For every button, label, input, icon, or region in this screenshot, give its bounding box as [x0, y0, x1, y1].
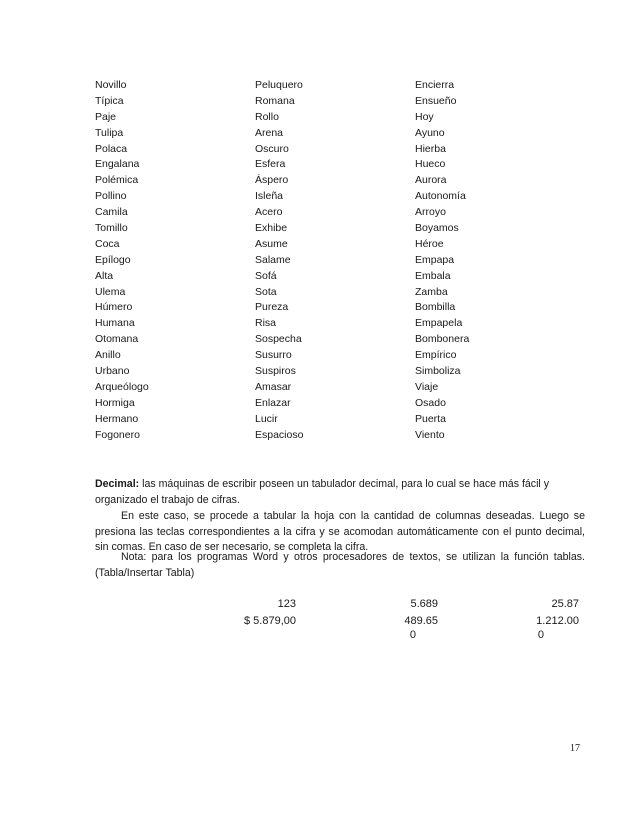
word-cell: Arqueólogo	[95, 380, 149, 393]
word-cell: Esfera	[255, 158, 286, 171]
word-row	[95, 110, 475, 126]
decimal-definition: las máquinas de escribir poseen un tabulador decimal, para lo cual se hace más fácil y organizado el trabajo de cifras.	[95, 478, 550, 506]
word-row	[95, 348, 475, 364]
decimal-term: Decimal:	[95, 478, 140, 490]
word-cell: Espacioso	[255, 428, 304, 441]
word-cell: Ensueño	[415, 94, 457, 107]
word-cell: Tulipa	[95, 126, 124, 139]
word-row	[95, 364, 475, 380]
word-cell: Hoy	[415, 110, 434, 123]
word-cell: Coca	[95, 237, 120, 250]
number-r3c2: 0	[409, 629, 416, 641]
word-cell: Ulema	[95, 285, 126, 298]
word-cell: Pollino	[95, 190, 127, 203]
word-cell: Puerta	[415, 412, 446, 425]
word-cell: Engalana	[95, 158, 140, 171]
decimal-paragraph	[95, 477, 585, 508]
word-row	[95, 94, 475, 110]
word-cell: Alta	[95, 269, 114, 282]
word-row	[95, 300, 475, 316]
word-cell: Sospecha	[255, 333, 302, 346]
word-cell: Enlazar	[255, 396, 291, 409]
word-cell: Pureza	[255, 301, 289, 314]
word-cell: Típica	[95, 94, 124, 107]
number-r2c1: $ 5.879,00	[244, 615, 296, 627]
word-cell: Zamba	[415, 285, 448, 298]
word-cell: Viaje	[415, 380, 439, 393]
word-row	[95, 221, 475, 237]
word-cell: Ayuno	[415, 126, 445, 139]
word-cell: Humana	[95, 317, 135, 330]
word-row	[95, 173, 475, 189]
word-row	[95, 428, 475, 444]
word-row	[95, 332, 475, 348]
word-cell: Embala	[415, 269, 451, 282]
word-cell: Fogonero	[95, 428, 140, 441]
word-cell: Sota	[255, 285, 277, 298]
word-cell: Suspiros	[255, 365, 296, 378]
word-cell: Asume	[255, 237, 288, 250]
word-cell: Viento	[415, 428, 445, 441]
word-cell: Áspero	[255, 174, 289, 187]
number-r2c2: 489.65	[404, 615, 438, 627]
number-r1c2: 5.689	[410, 598, 438, 610]
word-cell: Hermano	[95, 412, 139, 425]
word-cell: Rollo	[255, 110, 279, 123]
word-cell: Arroyo	[415, 206, 446, 219]
word-row	[95, 237, 475, 253]
word-row	[95, 269, 475, 285]
word-row	[95, 205, 475, 221]
word-row	[95, 126, 475, 142]
word-row	[95, 189, 475, 205]
word-cell: Salame	[255, 253, 291, 266]
word-cell: Peluquero	[255, 79, 303, 91]
word-row	[95, 285, 475, 301]
word-cell: Boyamos	[415, 222, 459, 235]
word-cell: Polaca	[95, 142, 128, 155]
word-cell: Héroe	[415, 237, 444, 250]
number-r3c3: 0	[537, 629, 544, 641]
word-cell: Empapa	[415, 253, 455, 266]
number-r2c3: 1.212.00	[536, 615, 579, 627]
page-number: 17	[570, 743, 580, 754]
word-cell: Otomana	[95, 333, 139, 346]
number-r1c3: 25.87	[551, 598, 579, 610]
word-row	[95, 157, 475, 173]
caso-paragraph: En este caso, se procede a tabular la hoja con la cantidad de columnas deseadas. Luego se presiona las teclas correspondientes a la cifra y se acomodan automáticamente con el punto decimal, sin comas. En caso de ser necesario, se completa la cifra.	[95, 510, 585, 554]
word-row	[95, 253, 475, 269]
word-cell: Isleña	[255, 190, 284, 203]
word-cell: Urbano	[95, 365, 130, 378]
word-cell: Anillo	[95, 349, 121, 362]
word-cell: Arena	[255, 126, 284, 139]
word-cell: Paje	[95, 110, 117, 123]
word-cell: Encierra	[415, 79, 455, 91]
word-cell: Aurora	[415, 174, 447, 187]
word-cell: Hormiga	[95, 396, 135, 409]
number-r1c1: 123	[277, 598, 296, 610]
word-cell: Novillo	[95, 79, 127, 91]
word-cell: Romana	[255, 94, 295, 107]
word-cell: Risa	[255, 317, 277, 330]
word-row	[95, 396, 475, 412]
word-cell: Exhibe	[255, 222, 288, 235]
word-cell: Tomillo	[95, 222, 128, 235]
word-cell: Empírico	[415, 349, 457, 362]
word-cell: Hueco	[415, 158, 446, 171]
word-cell: Polémica	[95, 174, 139, 187]
word-row	[95, 412, 475, 428]
word-cell: Empapela	[415, 317, 463, 330]
word-row	[95, 316, 475, 332]
word-cell: Oscuro	[255, 142, 289, 155]
word-cell: Hierba	[415, 142, 446, 155]
word-cell: Osado	[415, 396, 446, 409]
word-cell: Amasar	[255, 380, 292, 393]
word-cell: Húmero	[95, 301, 133, 314]
word-row	[95, 78, 475, 94]
word-cell: Acero	[255, 206, 283, 219]
word-row	[95, 380, 475, 396]
word-list	[95, 78, 475, 443]
word-cell: Sofá	[255, 269, 277, 282]
word-cell: Epílogo	[95, 253, 131, 266]
word-cell: Camila	[95, 206, 128, 219]
word-cell: Autonomía	[415, 190, 466, 203]
word-row	[95, 142, 475, 158]
word-cell: Simboliza	[415, 365, 461, 378]
nota-paragraph: Nota: para los programas Word y otros procesadores de textos, se utilizan la función tablas. (Tabla/Insertar Tabla)	[95, 551, 585, 579]
word-cell: Lucir	[255, 412, 278, 425]
word-cell: Susurro	[255, 349, 292, 362]
word-cell: Bombonera	[415, 333, 470, 346]
word-cell: Bombilla	[415, 301, 456, 314]
